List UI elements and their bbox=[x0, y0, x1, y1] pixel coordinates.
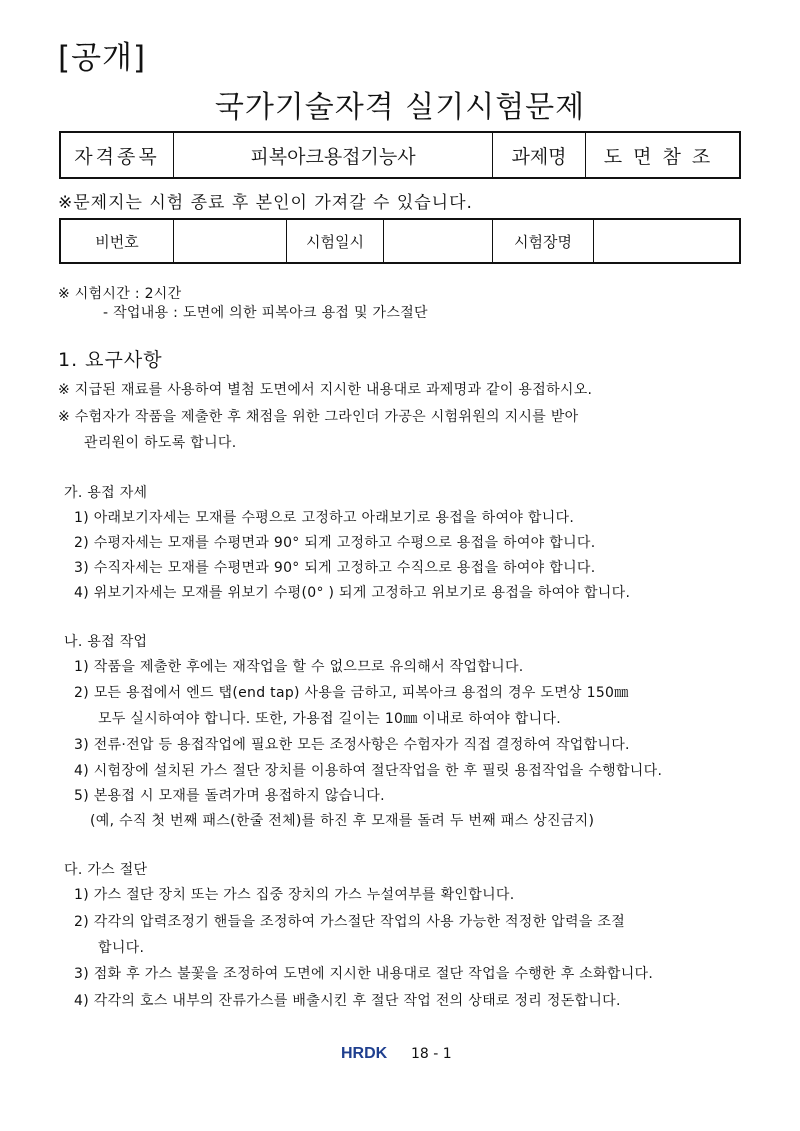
section-heading: 1. 요구사항 bbox=[58, 349, 163, 371]
qualification-value: 피복아크용접기능사 bbox=[174, 132, 493, 178]
requirement-line: ※ 수험자가 작품을 제출한 후 채점을 위한 그라인더 가공은 시험위원의 지시를 받아 bbox=[58, 409, 579, 425]
list-item: 1) 가스 절단 장치 또는 가스 집중 장치의 가스 누설여부를 확인합니다. bbox=[74, 887, 515, 903]
list-item: 4) 각각의 호스 내부의 잔류가스를 배출시킨 후 절단 작업 전의 상태로 정리 정돈합니다. bbox=[74, 993, 621, 1009]
label-exam-date: 시험일시 bbox=[287, 219, 384, 263]
candidate-number-field[interactable] bbox=[174, 219, 287, 263]
task-name-value: 도면참조 bbox=[586, 132, 741, 178]
requirement-line: ※ 지급된 재료를 사용하여 별첨 도면에서 지시한 내용대로 과제명과 같이 용접하시오. bbox=[58, 382, 593, 398]
label-task-name: 과제명 bbox=[493, 132, 586, 178]
list-item: 1) 작품을 제출한 후에는 재작업을 할 수 없으므로 유의해서 작업합니다. bbox=[74, 659, 524, 675]
subsection-heading-da: 다. 가스 절단 bbox=[64, 862, 148, 878]
page-number: 18 - 1 bbox=[411, 1046, 452, 1062]
list-item: (예, 수직 첫 번째 패스(한줄 전체)를 하진 후 모재를 돌려 두 번째 패스 상진금지) bbox=[90, 813, 595, 829]
page-footer bbox=[341, 1043, 452, 1065]
list-item: 1) 아래보기자세는 모재를 수평으로 고정하고 아래보기로 용접을 하여야 합니다. bbox=[74, 510, 575, 526]
label-candidate-number: 비번호 bbox=[60, 219, 174, 263]
requirement-line: 관리원이 하도록 합니다. bbox=[84, 435, 237, 451]
label-qualification: 자격종목 bbox=[60, 132, 174, 178]
list-item: 2) 각각의 압력조정기 핸들을 조정하여 가스절단 작업의 사용 가능한 적정한 압력을 조절 bbox=[74, 914, 626, 930]
hrdk-logo bbox=[341, 1043, 401, 1065]
list-item: 3) 점화 후 가스 불꽃을 조정하여 도면에 지시한 내용대로 절단 작업을 수행한 후 소화합니다. bbox=[74, 966, 654, 982]
subsection-heading-na: 나. 용접 작업 bbox=[64, 634, 148, 650]
hrdk-logo-text: HRDK bbox=[341, 1045, 388, 1061]
list-item: 3) 전류·전압 등 용접작업에 필요한 모든 조정사항은 수험자가 직접 결정하여 작업합니다. bbox=[74, 737, 630, 753]
work-content: - 작업내용 : 도면에 의한 피복아크 용접 및 가스절단 bbox=[103, 305, 428, 321]
list-item: 모두 실시하여야 합니다. 또한, 가용접 길이는 10㎜ 이내로 하여야 합니다. bbox=[98, 711, 561, 727]
document-title: 국가기술자격 실기시험문제 bbox=[214, 90, 586, 125]
list-item: 3) 수직자세는 모재를 수평면과 90° 되게 고정하고 수직으로 용접을 하여야 합니다. bbox=[74, 560, 596, 576]
exam-time: ※ 시험시간 : 2시간 bbox=[58, 286, 182, 302]
label-exam-place: 시험장명 bbox=[493, 219, 594, 263]
list-item: 2) 모든 용접에서 엔드 탭(end tap) 사용을 금하고, 피복아크 용접의 경우 도면상 150㎜ bbox=[74, 685, 629, 701]
public-tag: [공개] bbox=[58, 40, 147, 76]
list-item: 5) 본용접 시 모재를 돌려가며 용접하지 않습니다. bbox=[74, 788, 385, 804]
list-item: 2) 수평자세는 모재를 수평면과 90° 되게 고정하고 수평으로 용접을 하여야 합니다. bbox=[74, 535, 596, 551]
list-item: 4) 시험장에 설치된 가스 절단 장치를 이용하여 절단작업을 한 후 필릿 용접작업을 수행합니다. bbox=[74, 763, 663, 779]
exam-place-field[interactable] bbox=[594, 219, 741, 263]
qualification-table bbox=[59, 131, 741, 179]
subsection-heading-ga: 가. 용접 자세 bbox=[64, 485, 148, 501]
notice-text: ※문제지는 시험 종료 후 본인이 가져갈 수 있습니다. bbox=[58, 193, 473, 213]
exam-date-field[interactable] bbox=[384, 219, 493, 263]
list-item: 4) 위보기자세는 모재를 위보기 수평(0° ) 되게 고정하고 위보기로 용접을 하여야 합니다. bbox=[74, 585, 631, 601]
exam-info-table bbox=[59, 218, 741, 264]
list-item: 합니다. bbox=[98, 940, 145, 956]
